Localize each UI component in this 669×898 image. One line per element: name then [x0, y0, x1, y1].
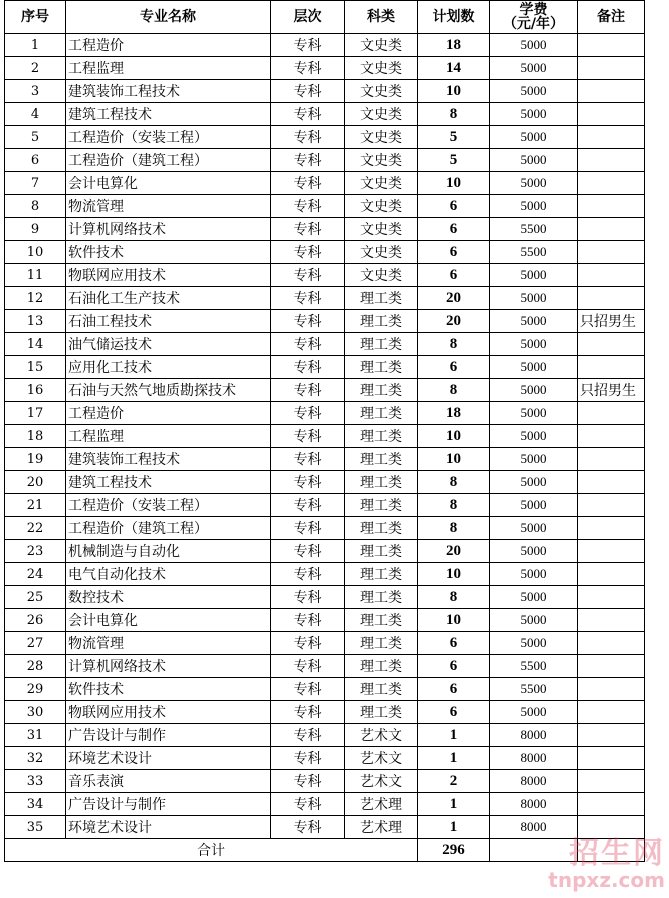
row-plan: 10 — [418, 563, 490, 586]
row-plan: 10 — [418, 172, 490, 195]
row-no: 11 — [5, 264, 66, 287]
row-note — [578, 494, 645, 517]
row-category: 理工类 — [345, 379, 418, 402]
header-name: 专业名称 — [66, 1, 271, 34]
row-level: 专科 — [271, 586, 345, 609]
row-note — [578, 57, 645, 80]
row-major-name: 会计电算化 — [66, 609, 271, 632]
row-no: 3 — [5, 80, 66, 103]
row-level: 专科 — [271, 264, 345, 287]
total-label: 合计 — [5, 839, 418, 862]
row-major-name: 计算机网络技术 — [66, 655, 271, 678]
row-category: 理工类 — [345, 655, 418, 678]
row-note — [578, 34, 645, 57]
row-fee: 5000 — [490, 287, 578, 310]
row-plan: 6 — [418, 264, 490, 287]
header-category: 科类 — [345, 1, 418, 34]
row-note — [578, 471, 645, 494]
total-note-empty — [578, 839, 645, 862]
row-level: 专科 — [271, 287, 345, 310]
row-category: 艺术文 — [345, 747, 418, 770]
table-row — [5, 448, 645, 471]
table-row — [5, 103, 645, 126]
row-major-name: 建筑工程技术 — [66, 103, 271, 126]
row-category: 理工类 — [345, 540, 418, 563]
row-note — [578, 701, 645, 724]
header-note: 备注 — [578, 1, 645, 34]
row-category: 理工类 — [345, 609, 418, 632]
row-level: 专科 — [271, 724, 345, 747]
total-row — [5, 839, 645, 862]
row-plan: 8 — [418, 103, 490, 126]
row-major-name: 机械制造与自动化 — [66, 540, 271, 563]
table-row — [5, 655, 645, 678]
row-fee: 8000 — [490, 747, 578, 770]
row-major-name: 数控技术 — [66, 586, 271, 609]
row-major-name: 物流管理 — [66, 632, 271, 655]
row-note — [578, 609, 645, 632]
table-row — [5, 402, 645, 425]
row-category: 艺术理 — [345, 793, 418, 816]
row-level: 专科 — [271, 678, 345, 701]
table-row — [5, 471, 645, 494]
header-fee — [490, 1, 578, 34]
row-plan: 1 — [418, 816, 490, 839]
row-no: 14 — [5, 333, 66, 356]
row-major-name: 石油化工生产技术 — [66, 287, 271, 310]
row-category: 理工类 — [345, 287, 418, 310]
row-no: 18 — [5, 425, 66, 448]
row-note — [578, 149, 645, 172]
row-major-name: 软件技术 — [66, 241, 271, 264]
table-row — [5, 494, 645, 517]
row-level: 专科 — [271, 425, 345, 448]
row-note — [578, 402, 645, 425]
row-note — [578, 586, 645, 609]
row-no: 7 — [5, 172, 66, 195]
row-no: 24 — [5, 563, 66, 586]
row-plan: 6 — [418, 678, 490, 701]
row-fee: 5000 — [490, 586, 578, 609]
row-no: 5 — [5, 126, 66, 149]
table-row — [5, 586, 645, 609]
row-plan: 6 — [418, 701, 490, 724]
row-major-name: 建筑装饰工程技术 — [66, 80, 271, 103]
row-level: 专科 — [271, 356, 345, 379]
row-category: 理工类 — [345, 310, 418, 333]
row-no: 2 — [5, 57, 66, 80]
table-row — [5, 126, 645, 149]
row-major-name: 工程造价 — [66, 402, 271, 425]
row-plan: 18 — [418, 34, 490, 57]
table-row — [5, 724, 645, 747]
row-fee: 5000 — [490, 195, 578, 218]
row-note — [578, 356, 645, 379]
row-major-name: 石油工程技术 — [66, 310, 271, 333]
row-no: 25 — [5, 586, 66, 609]
row-note — [578, 241, 645, 264]
row-major-name: 工程造价 — [66, 34, 271, 57]
table-row — [5, 218, 645, 241]
row-major-name: 广告设计与制作 — [66, 724, 271, 747]
row-plan: 5 — [418, 126, 490, 149]
header-plan: 计划数 — [418, 1, 490, 34]
row-level: 专科 — [271, 816, 345, 839]
row-category: 艺术文 — [345, 770, 418, 793]
total-plan: 296 — [418, 839, 490, 862]
row-no: 20 — [5, 471, 66, 494]
table-row — [5, 701, 645, 724]
header-fee-line1: 学费 — [519, 2, 548, 18]
row-plan: 5 — [418, 149, 490, 172]
row-note — [578, 632, 645, 655]
row-note — [578, 448, 645, 471]
row-fee: 5000 — [490, 494, 578, 517]
row-plan: 18 — [418, 402, 490, 425]
row-category: 理工类 — [345, 333, 418, 356]
table-row — [5, 57, 645, 80]
row-category: 文史类 — [345, 80, 418, 103]
row-category: 理工类 — [345, 425, 418, 448]
row-no: 31 — [5, 724, 66, 747]
row-plan: 20 — [418, 310, 490, 333]
row-no: 13 — [5, 310, 66, 333]
row-major-name: 油气储运技术 — [66, 333, 271, 356]
table-row — [5, 287, 645, 310]
row-level: 专科 — [271, 103, 345, 126]
row-category: 理工类 — [345, 517, 418, 540]
row-major-name: 工程造价（安装工程） — [66, 494, 271, 517]
table-row — [5, 264, 645, 287]
row-level: 专科 — [271, 402, 345, 425]
row-level: 专科 — [271, 241, 345, 264]
row-note — [578, 816, 645, 839]
row-note — [578, 517, 645, 540]
row-fee: 5000 — [490, 425, 578, 448]
row-category: 理工类 — [345, 448, 418, 471]
row-note — [578, 724, 645, 747]
table-row — [5, 563, 645, 586]
row-plan: 8 — [418, 494, 490, 517]
row-fee: 5000 — [490, 149, 578, 172]
row-major-name: 建筑工程技术 — [66, 471, 271, 494]
row-major-name: 物流管理 — [66, 195, 271, 218]
row-fee: 5000 — [490, 80, 578, 103]
row-major-name: 软件技术 — [66, 678, 271, 701]
row-level: 专科 — [271, 793, 345, 816]
row-plan: 20 — [418, 540, 490, 563]
row-plan: 2 — [418, 770, 490, 793]
row-level: 专科 — [271, 563, 345, 586]
table-row — [5, 816, 645, 839]
row-plan: 10 — [418, 425, 490, 448]
row-level: 专科 — [271, 379, 345, 402]
row-level: 专科 — [271, 172, 345, 195]
row-note — [578, 80, 645, 103]
row-category: 文史类 — [345, 34, 418, 57]
row-plan: 10 — [418, 80, 490, 103]
row-no: 33 — [5, 770, 66, 793]
total-fee-empty — [490, 839, 578, 862]
row-plan: 20 — [418, 287, 490, 310]
row-level: 专科 — [271, 34, 345, 57]
row-fee: 5000 — [490, 701, 578, 724]
row-major-name: 物联网应用技术 — [66, 264, 271, 287]
row-no: 4 — [5, 103, 66, 126]
row-category: 理工类 — [345, 402, 418, 425]
row-fee: 5000 — [490, 632, 578, 655]
row-note: 只招男生 — [578, 379, 645, 402]
table-row — [5, 379, 645, 402]
row-level: 专科 — [271, 701, 345, 724]
row-plan: 8 — [418, 586, 490, 609]
row-plan: 14 — [418, 57, 490, 80]
row-no: 15 — [5, 356, 66, 379]
row-note — [578, 333, 645, 356]
watermark-top-text: 招生网 — [569, 836, 665, 871]
row-level: 专科 — [271, 494, 345, 517]
row-plan: 6 — [418, 632, 490, 655]
row-major-name: 环境艺术设计 — [66, 747, 271, 770]
header-row — [5, 1, 645, 34]
row-major-name: 工程造价（建筑工程） — [66, 149, 271, 172]
row-fee: 5500 — [490, 655, 578, 678]
row-fee: 5000 — [490, 563, 578, 586]
row-note — [578, 195, 645, 218]
row-level: 专科 — [271, 218, 345, 241]
row-level: 专科 — [271, 517, 345, 540]
row-fee: 8000 — [490, 724, 578, 747]
row-note — [578, 793, 645, 816]
table-row — [5, 793, 645, 816]
row-category: 文史类 — [345, 149, 418, 172]
row-plan: 6 — [418, 356, 490, 379]
row-major-name: 建筑装饰工程技术 — [66, 448, 271, 471]
row-level: 专科 — [271, 655, 345, 678]
row-plan: 1 — [418, 724, 490, 747]
row-level: 专科 — [271, 471, 345, 494]
row-major-name: 工程监理 — [66, 425, 271, 448]
row-category: 文史类 — [345, 195, 418, 218]
row-plan: 8 — [418, 517, 490, 540]
table-row — [5, 517, 645, 540]
row-fee: 5000 — [490, 379, 578, 402]
row-category: 理工类 — [345, 356, 418, 379]
row-note — [578, 287, 645, 310]
row-fee: 5000 — [490, 126, 578, 149]
row-no: 23 — [5, 540, 66, 563]
row-category: 艺术理 — [345, 816, 418, 839]
row-plan: 6 — [418, 241, 490, 264]
table-row — [5, 609, 645, 632]
row-note: 只招男生 — [578, 310, 645, 333]
row-note — [578, 563, 645, 586]
row-major-name: 计算机网络技术 — [66, 218, 271, 241]
row-note — [578, 218, 645, 241]
row-fee: 5000 — [490, 34, 578, 57]
row-no: 34 — [5, 793, 66, 816]
row-note — [578, 770, 645, 793]
row-plan: 1 — [418, 747, 490, 770]
row-no: 28 — [5, 655, 66, 678]
row-fee: 5000 — [490, 333, 578, 356]
row-plan: 1 — [418, 793, 490, 816]
row-fee: 5000 — [490, 172, 578, 195]
row-plan: 6 — [418, 655, 490, 678]
row-category: 理工类 — [345, 632, 418, 655]
row-plan: 10 — [418, 609, 490, 632]
table-row — [5, 770, 645, 793]
row-fee: 5000 — [490, 609, 578, 632]
row-category: 文史类 — [345, 218, 418, 241]
row-major-name: 广告设计与制作 — [66, 793, 271, 816]
row-no: 35 — [5, 816, 66, 839]
row-no: 27 — [5, 632, 66, 655]
row-level: 专科 — [271, 310, 345, 333]
row-fee: 8000 — [490, 816, 578, 839]
table-row — [5, 632, 645, 655]
row-category: 理工类 — [345, 586, 418, 609]
row-note — [578, 103, 645, 126]
row-major-name: 音乐表演 — [66, 770, 271, 793]
row-level: 专科 — [271, 149, 345, 172]
row-no: 12 — [5, 287, 66, 310]
row-fee: 5000 — [490, 264, 578, 287]
row-no: 19 — [5, 448, 66, 471]
row-fee: 5000 — [490, 402, 578, 425]
header-level: 层次 — [271, 1, 345, 34]
row-note — [578, 126, 645, 149]
row-no: 17 — [5, 402, 66, 425]
row-note — [578, 747, 645, 770]
table-row — [5, 34, 645, 57]
row-level: 专科 — [271, 195, 345, 218]
header-no: 序号 — [5, 1, 66, 34]
row-major-name: 物联网应用技术 — [66, 701, 271, 724]
row-no: 8 — [5, 195, 66, 218]
row-no: 21 — [5, 494, 66, 517]
row-note — [578, 540, 645, 563]
row-major-name: 电气自动化技术 — [66, 563, 271, 586]
row-plan: 8 — [418, 333, 490, 356]
row-category: 文史类 — [345, 241, 418, 264]
row-note — [578, 655, 645, 678]
row-fee: 8000 — [490, 770, 578, 793]
row-category: 理工类 — [345, 471, 418, 494]
row-fee: 5000 — [490, 57, 578, 80]
row-major-name: 石油与天然气地质勘探技术 — [66, 379, 271, 402]
table-row — [5, 540, 645, 563]
row-note — [578, 425, 645, 448]
row-note — [578, 678, 645, 701]
row-fee: 5000 — [490, 310, 578, 333]
row-fee: 5000 — [490, 448, 578, 471]
table-body — [5, 34, 645, 839]
admission-plan-table — [4, 0, 645, 862]
row-level: 专科 — [271, 126, 345, 149]
row-no: 10 — [5, 241, 66, 264]
table-row — [5, 149, 645, 172]
row-note — [578, 172, 645, 195]
row-major-name: 环境艺术设计 — [66, 816, 271, 839]
row-category: 文史类 — [345, 103, 418, 126]
row-level: 专科 — [271, 540, 345, 563]
row-category: 理工类 — [345, 494, 418, 517]
row-no: 26 — [5, 609, 66, 632]
row-major-name: 工程造价（安装工程） — [66, 126, 271, 149]
row-fee: 5000 — [490, 540, 578, 563]
row-plan: 10 — [418, 448, 490, 471]
row-no: 9 — [5, 218, 66, 241]
row-fee: 5000 — [490, 103, 578, 126]
row-major-name: 应用化工技术 — [66, 356, 271, 379]
row-fee: 5000 — [490, 356, 578, 379]
row-no: 16 — [5, 379, 66, 402]
row-level: 专科 — [271, 747, 345, 770]
row-level: 专科 — [271, 333, 345, 356]
row-no: 1 — [5, 34, 66, 57]
table-row — [5, 333, 645, 356]
table-row — [5, 241, 645, 264]
watermark-bottom-text: tnpxz.com — [548, 868, 665, 892]
row-plan: 8 — [418, 379, 490, 402]
row-category: 文史类 — [345, 172, 418, 195]
row-major-name: 工程造价（建筑工程） — [66, 517, 271, 540]
row-fee: 5000 — [490, 471, 578, 494]
row-fee: 5500 — [490, 218, 578, 241]
row-level: 专科 — [271, 609, 345, 632]
table-row — [5, 356, 645, 379]
row-category: 文史类 — [345, 57, 418, 80]
row-no: 32 — [5, 747, 66, 770]
row-no: 6 — [5, 149, 66, 172]
row-category: 理工类 — [345, 678, 418, 701]
row-category: 文史类 — [345, 264, 418, 287]
row-level: 专科 — [271, 57, 345, 80]
row-no: 22 — [5, 517, 66, 540]
table-row — [5, 678, 645, 701]
row-major-name: 会计电算化 — [66, 172, 271, 195]
row-note — [578, 264, 645, 287]
row-level: 专科 — [271, 448, 345, 471]
row-plan: 8 — [418, 471, 490, 494]
row-plan: 6 — [418, 218, 490, 241]
row-no: 30 — [5, 701, 66, 724]
row-level: 专科 — [271, 770, 345, 793]
row-no: 29 — [5, 678, 66, 701]
row-category: 理工类 — [345, 563, 418, 586]
row-fee: 5500 — [490, 678, 578, 701]
table-row — [5, 80, 645, 103]
row-major-name: 工程监理 — [66, 57, 271, 80]
table-row — [5, 310, 645, 333]
row-fee: 5000 — [490, 517, 578, 540]
row-category: 文史类 — [345, 126, 418, 149]
row-category: 理工类 — [345, 701, 418, 724]
table-row — [5, 747, 645, 770]
table-row — [5, 172, 645, 195]
row-category: 艺术文 — [345, 724, 418, 747]
row-fee: 8000 — [490, 793, 578, 816]
row-level: 专科 — [271, 632, 345, 655]
row-fee: 5500 — [490, 241, 578, 264]
row-level: 专科 — [271, 80, 345, 103]
row-plan: 6 — [418, 195, 490, 218]
table-row — [5, 195, 645, 218]
header-fee-line2: （元/年） — [502, 16, 565, 32]
table-row — [5, 425, 645, 448]
